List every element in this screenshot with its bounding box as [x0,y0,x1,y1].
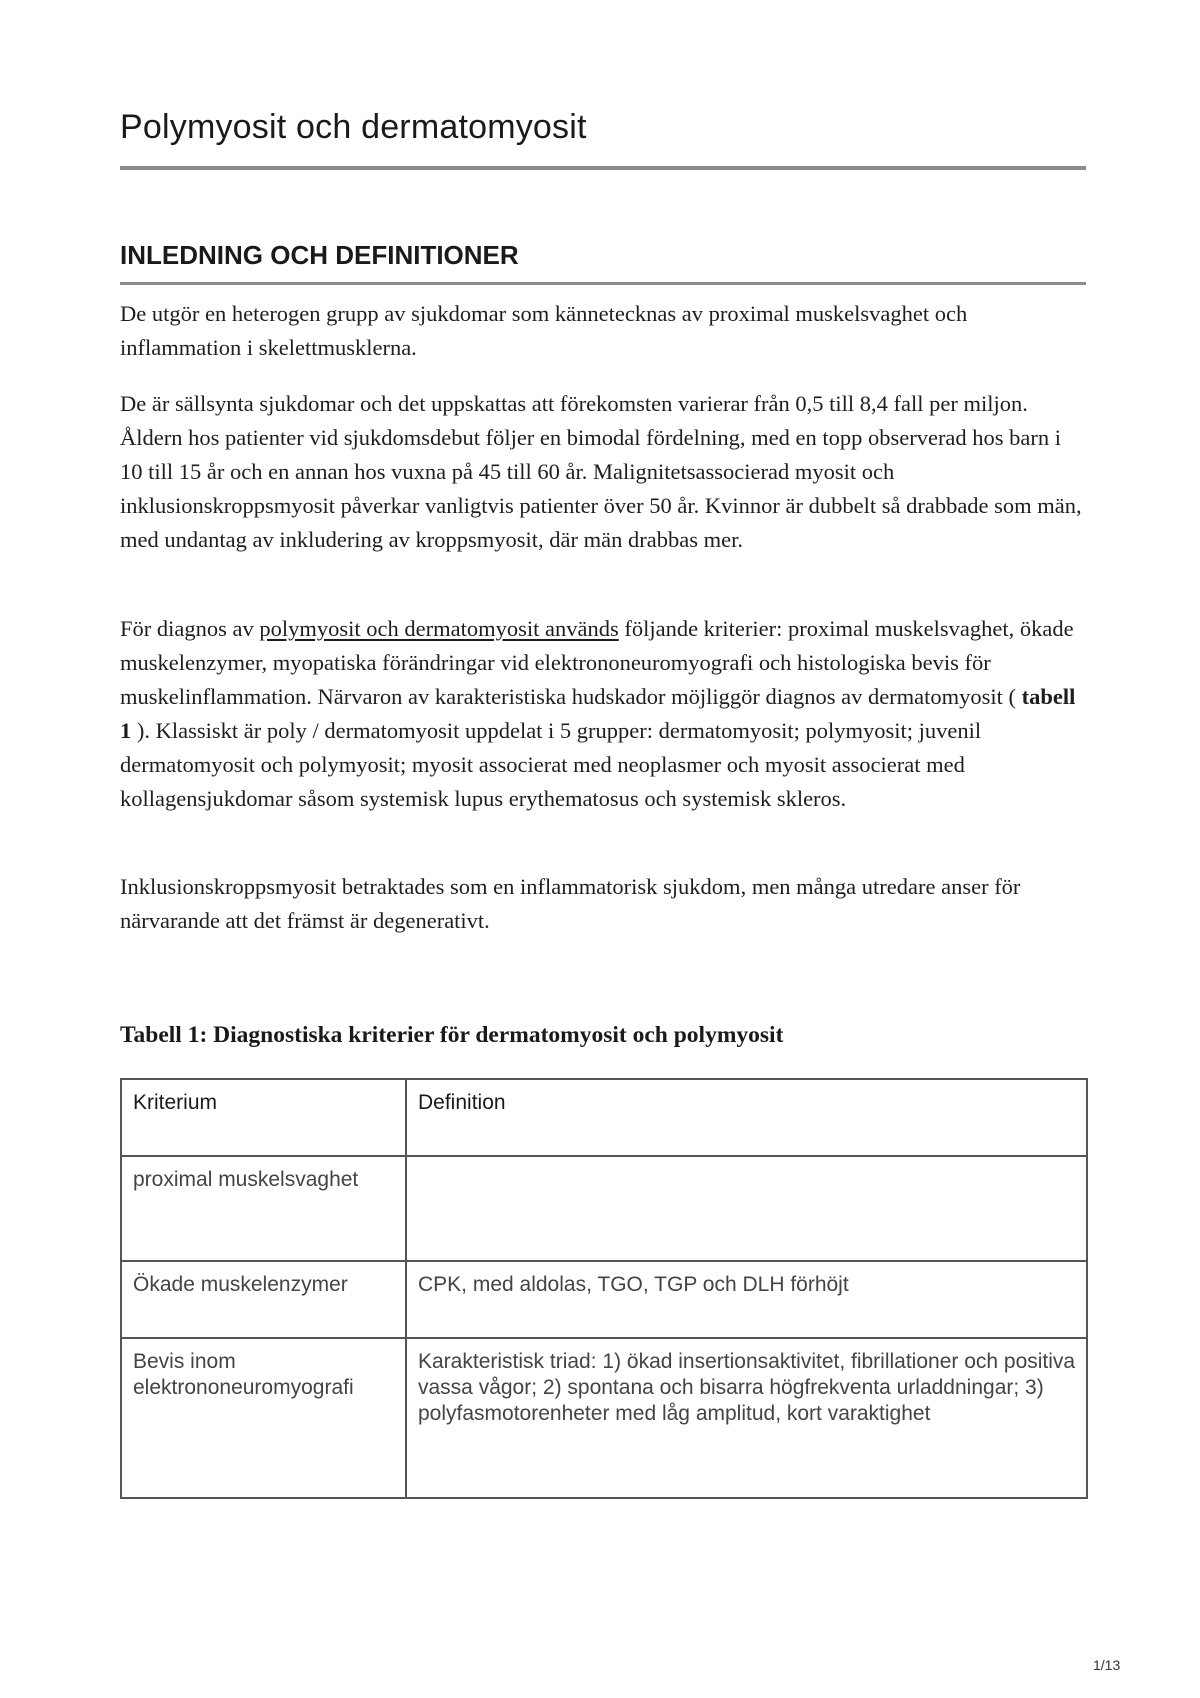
paragraph-text: De är sällsynta sjukdomar och det uppskattas att förekomsten varierar från 0,5 till 8,4 fall per miljon. Åldern hos patienter vid sjukdomsdebut följer en bimodal fördelning, med en topp observerad hos barn i 10 till 15 år och en annan hos vuxna på 45 till 60 år. Malignitetsassocierad myosit och inklusionskroppsmyosit påverkar vanligtvis patienter över 50 år. Kvinnor är dubbelt så drabbade som män, med undantag av inkludering av kroppsmyosit, där män drabbas mer. [120,391,1082,552]
paragraph-fragment: För diagnos av [120,616,260,641]
criteria-table [120,1078,1088,1499]
table-cell-definition [406,1156,1087,1261]
table-cell-definition: CPK, med aldolas, TGO, TGP och DLH förhöjt [406,1261,1087,1338]
title-divider [120,166,1086,170]
paragraph-fragment: ). Klassiskt är poly / dermatomyosit uppdelat i 5 grupper: dermatomyosit; polymyosit; juvenil dermatomyosit och polymyosit; myosit associerat med neoplasmer och myosit associerat med kollagensjukdomar såsom systemisk lupus erythematosus och systemisk skleros. [120,718,982,811]
table-cell-criterion: Bevis inom elektrononeuromyografi [121,1338,406,1498]
table-cell-definition: Karakteristisk triad: 1) ökad insertionsaktivitet, fibrillationer och positiva vassa vågor; 2) spontana och bisarra högfrekventa urladdningar; 3) polyfasmotorenheter med låg amplitud, kort varaktighet [406,1338,1087,1498]
table-caption: Tabell 1: Diagnostiska kriterier för dermatomyosit och polymyosit [120,1022,784,1048]
column-header-criterion: Kriterium [121,1079,406,1156]
diagnosis-link[interactable]: polymyosit och dermatomyosit används [259,616,619,641]
paragraph-text: De utgör en heterogen grupp av sjukdomar som kännetecknas av proximal muskelsvaghet och inflammation i skelettmusklerna. [120,301,968,360]
page-title: Polymyosit och dermatomyosit [120,108,587,146]
table-header-row [121,1079,1087,1156]
paragraph-fragment: följande kriterier: proximal muskelsvaghet, ökade muskelenzymer, myopatiska förändringar vid elektrononeuromyografi och histologiska bevis för muskelinflammation. Närvaron av karakteristiska hudskador möjliggör diagnos av dermatomyosit ( [120,616,1074,709]
section-divider [120,282,1086,285]
paragraph-text [120,612,1086,816]
paragraph-intro [120,297,1086,365]
table-row [121,1261,1087,1338]
table-row [121,1156,1087,1261]
table-row [121,1338,1087,1498]
paragraph-diagnosis [120,612,1086,816]
table-cell-criterion: Ökade muskelenzymer [121,1261,406,1338]
table-reference: tabell 1 [120,684,1076,743]
paragraph-epidemiology [120,387,1086,557]
paragraph-inclusion-body [120,870,1086,938]
section-heading: INLEDNING OCH DEFINITIONER [120,240,519,270]
column-header-definition: Definition [406,1079,1087,1156]
table-cell-criterion: proximal muskelsvaghet [121,1156,406,1261]
page-number: 1/13 [1093,1657,1121,1673]
paragraph-text: Inklusionskroppsmyosit betraktades som en inflammatorisk sjukdom, men många utredare anser för närvarande att det främst är degenerativt. [120,874,1021,933]
